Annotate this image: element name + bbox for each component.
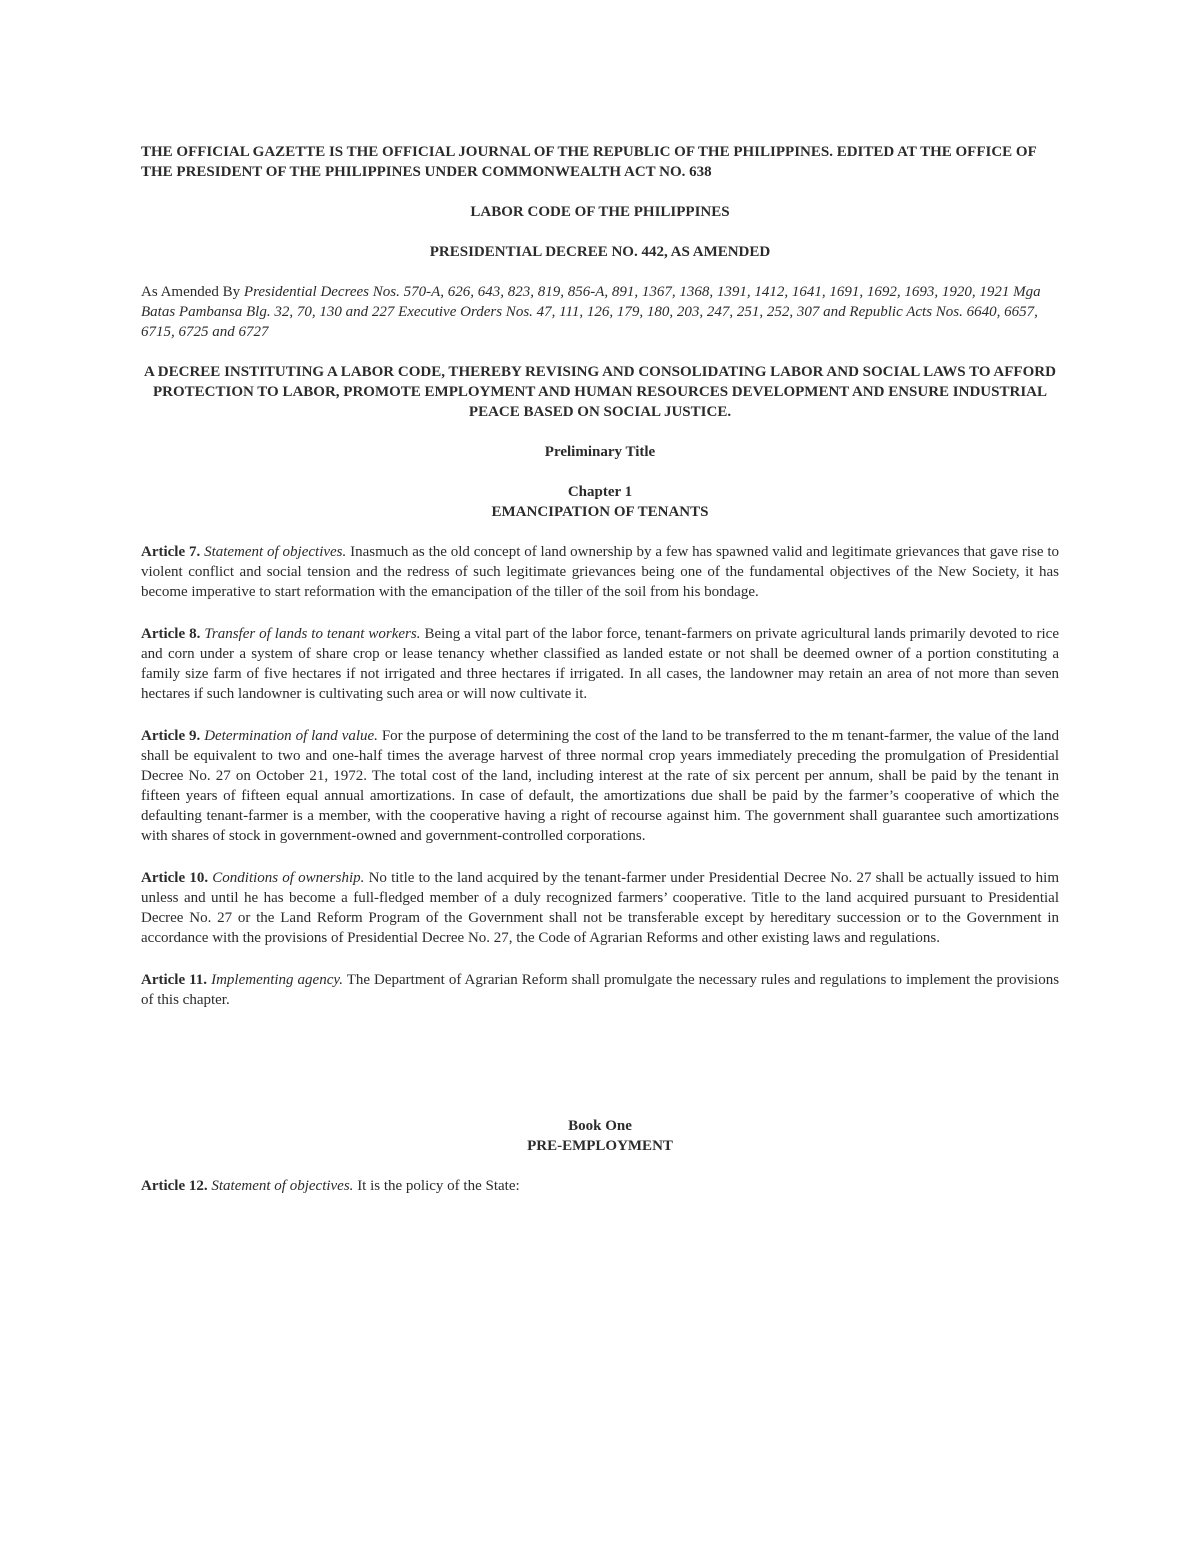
article-number: Article 12. xyxy=(141,1178,208,1194)
article-11 xyxy=(141,970,1059,1010)
book-title: Book One xyxy=(568,1118,632,1134)
article-12 xyxy=(141,1176,1059,1196)
amendments-paragraph xyxy=(141,282,1059,342)
article-heading: Transfer of lands to tenant workers. xyxy=(204,626,421,642)
article-text: It is the policy of the State: xyxy=(353,1178,520,1194)
article-number: Article 9. xyxy=(141,728,201,744)
chapter-number: Chapter 1 xyxy=(567,484,633,500)
article-text: Inasmuch as the old concept of land ownership by a few has spawned valid and legitimate grievances that gave rise to violent conflict and social tension and the redress of such legitimate grievances being one of the fundamental objectives of the New Society, it has become imperative to start reformation with the emancipation of the tiller of the soil from his bondage. xyxy=(141,544,1059,600)
code-title: LABOR CODE OF THE PHILIPPINES xyxy=(470,204,730,220)
article-text: For the purpose of determining the cost of the land to be transferred to the m tenant-farmer, the value of the land shall be equivalent to two and one-half times the average harvest of three normal crop years immediately preceding the promulgation of Presidential Decree No. 27 on October 21, 1972. The total cost of the land, including interest at the rate of six percent per annum, shall be paid by the tenant in fifteen years of fifteen equal annual amortizations. In case of default, the amortizations due shall be paid by the farmer’s cooperative of which the defaulting tenant-farmer is a member, with the cooperative having a right of recourse against him. The government shall guarantee such amortizations with shares of stock in government-owned and government-controlled corporations. xyxy=(141,728,1060,844)
article-text: The Department of Agrarian Reform shall promulgate the necessary rules and regulations to implement the provisions of this chapter. xyxy=(141,972,1060,1008)
article-number: Article 10. xyxy=(141,870,209,886)
article-number: Article 11. xyxy=(141,972,208,988)
article-7 xyxy=(141,542,1059,602)
article-10 xyxy=(141,868,1059,948)
article-heading: Conditions of ownership. xyxy=(212,870,365,886)
decree-title: A DECREE INSTITUTING A LABOR CODE, THEREBY REVISING AND CONSOLIDATING LABOR AND SOCIAL LAWS TO AFFORD PROTECTION TO LABOR, PROMOTE EMPLOYMENT AND HUMAN RESOURCES DEVELOPMENT AND ENSURE INDUSTRIAL PEACE BASED ON SOCIAL JUSTICE. xyxy=(144,364,1056,420)
book-name: PRE-EMPLOYMENT xyxy=(527,1138,673,1154)
article-heading: Implementing agency. xyxy=(211,972,343,988)
article-text: Being a vital part of the labor force, tenant-farmers on private agricultural lands primarily devoted to rice and corn under a system of share crop or lease tenancy whether classified as landed estate or not shall be deemed owner of a portion constituting a family size farm of five hectares if not irrigated and three hectares if irrigated. In all cases, the landowner may retain an area of not more than seven hectares if such landowner is cultivating such area or will now cultivate it. xyxy=(141,626,1059,702)
article-heading: Statement of objectives. xyxy=(211,1178,354,1194)
decree-number: PRESIDENTIAL DECREE NO. 442, AS AMENDED xyxy=(429,244,771,260)
article-text: No title to the land acquired by the tenant-farmer under Presidential Decree No. 27 shall be actually issued to him unless and until he has become a full-fledged member of a duly recognized farmers’ cooperative. Title to the land acquired pursuant to Presidential Decree No. 27 or the Land Reform Program of the Government shall not be transferable except by hereditary succession or to the Government in accordance with the provisions of Presidential Decree No. 27, the Code of Agrarian Reforms and other existing laws and regulations. xyxy=(141,870,1060,946)
document-page xyxy=(141,142,1059,1196)
article-heading: Statement of objectives. xyxy=(204,544,347,560)
preliminary-title: Preliminary Title xyxy=(544,444,656,460)
article-9 xyxy=(141,726,1059,846)
amendments-list: Presidential Decrees Nos. 570-A, 626, 643, 823, 819, 856-A, 891, 1367, 1368, 1391, 1412, 1641, 1691, 1692, 1693, 1920, 1921 Mga Batas Pambansa Blg. 32, 70, 130 and 227 Executive Orders Nos. 47, 111, 126, 179, 180, 203, 247, 251, 252, 307 and Republic Acts Nos. 6640, 6657, 6715, 6725 and 6727 xyxy=(141,284,1041,340)
article-heading: Determination of land value. xyxy=(204,728,378,744)
amendments-prefix: As Amended By xyxy=(141,284,244,300)
article-number: Article 8. xyxy=(141,626,201,642)
article-8 xyxy=(141,624,1059,704)
chapter-name: EMANCIPATION OF TENANTS xyxy=(491,504,709,520)
gazette-header: THE OFFICIAL GAZETTE IS THE OFFICIAL JOURNAL OF THE REPUBLIC OF THE PHILIPPINES. EDITED AT THE OFFICE OF THE PRESIDENT OF THE PHILIPPINES UNDER COMMONWEALTH ACT NO. 638 xyxy=(141,144,1037,180)
article-number: Article 7. xyxy=(141,544,201,560)
